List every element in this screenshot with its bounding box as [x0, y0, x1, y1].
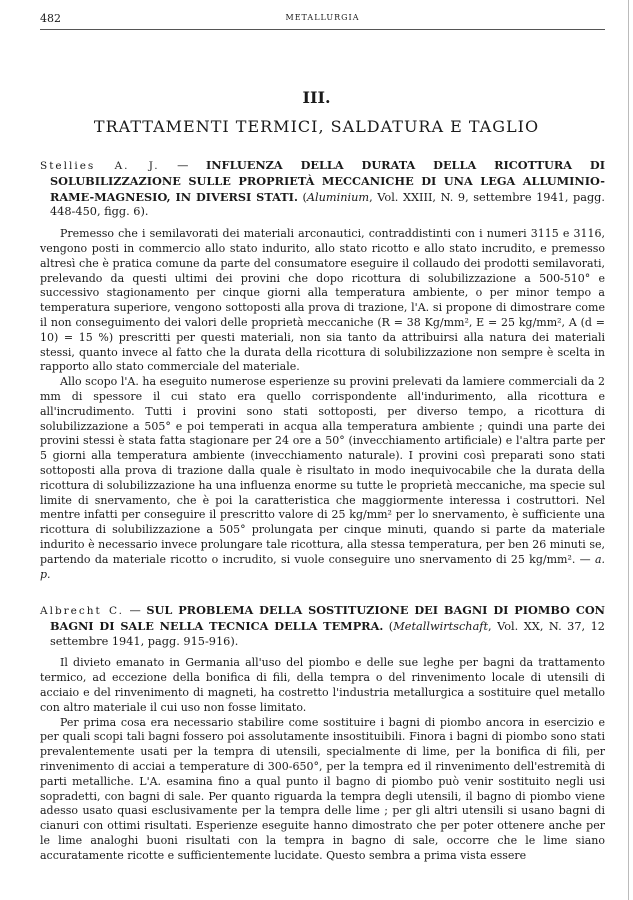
source-name: Metallwirtschaft	[393, 619, 489, 633]
source-name: Aluminium	[306, 190, 370, 204]
entry-title: SUL PROBLEMA DELLA SOSTITUZIONE DEI BAGNI DI PIOMBO CON BAGNI DI SALE NELLA TECNICA DELLA TEMPRA.	[50, 603, 606, 633]
journal-title: METALLURGIA	[285, 13, 360, 22]
entry-paragraph: Per prima cosa era necessario stabilire come sostituire i bagni di piombo ancora in esercizio e per quali scopi tali bagni fossero poi assolutamente insostituibili. Finora i bagni di piombo sono stati prevalentemente usati per la tempra di utensili, specialmente di lime, per la bonifica di fili, per rinvenimento di acciai a temperature di 300-650°, per la tempra ed il rinvenimento dell'estremità di parti metalliche. L'A. esamina fino a qual punto il bagno di piombo può venir sostituito negli usi sopradetti, con bagni di sale. Per quanto riguarda la tempra degli utensili, il bagno di piombo viene adesso usato quasi esclusivamente per la tempra delle lime ; per gli altri utensili si usano bagni di cianuri con ottimi risultati. Esperienze eseguite hanno dimostrato che per poter ottenere anche per le lime analoghi buoni risultati con la tempra in bagno di sale, occorre che le lime siano accuratamente ricotte e sufficientemente lucidate. Questo sembra a prima vista essere	[40, 715, 605, 862]
source-open: (	[383, 619, 394, 633]
entry-author: Stellies A. J.	[40, 160, 160, 172]
entry-heading	[40, 158, 605, 220]
entry-paragraph-final	[40, 375, 605, 582]
entry-separator: —	[159, 159, 206, 172]
entry-author: Albrecht C.	[40, 605, 125, 617]
source-details: , Vol. XXIII, N. 9, settembre 1941, pagg. 448-450, figg. 6).	[50, 190, 605, 219]
abstract-entry	[40, 603, 605, 864]
section-numeral: III.	[302, 88, 331, 107]
running-header	[40, 12, 605, 26]
entry-heading	[40, 603, 605, 649]
page-number: 482	[40, 12, 61, 25]
abstract-entry	[40, 158, 605, 582]
section-title: TRATTAMENTI TERMICI, SALDATURA E TAGLIO	[93, 117, 540, 136]
entry-paragraph-text: Allo scopo l'A. ha eseguito numerose esperienze su provini prelevati da lamiere commerciali da 2 mm di spessore il cui stato era quello corrispondente all'indurimento, alla ricottura e all'incrudimento. Tutti i provini sono stati sottoposti, per diverso tempo, a ricottura di solubilizzazione a 505° e poi temperati in acqua alla temperatura ambiente ; quindi una parte dei provini stessi è stata fatta stagionare per 24 ore a 50° (invecchiamento artificiale) e l'altra parte per 5 giorni alla temperatura ambiente (invecchiamento naturale). I provini così preparati sono stati sottoposti alla prova di trazione dalla quale è risultato in modo inequivocabile che la durata della ricottura di solubilizzazione ha una influenza enorme su tutte le proprietà meccaniche, ma specie sul limite di snervamento, che è poi la caratteristica che maggiormente interessa i costruttori. Nel mentre infatti per conseguire il prescritto valore di 25 kg/mm² per lo snervamento, è sufficiente una ricottura di solubilizzazione a 505° prolungata per cinque minuti, quando si parte da materiale indurito è necessario invece prolungare tale ricottura, alla stessa temperatura, per ben 26 minuti se, partendo da materiale ricotto o incrudito, si vuole conseguire uno snervamento di 25 kg/mm². —	[40, 375, 605, 566]
abstractor-signature: a. p.	[40, 552, 606, 581]
entry-title: INFLUENZA DELLA DURATA DELLA RICOTTURA DI SOLUBILIZZAZIONE SULLE PROPRIETÀ MECCANICHE DI UNA LEGA ALLUMINIO-RAME-MAGNESIO, IN DIVERSI STATI.	[50, 158, 605, 204]
source-details: , Vol. XX, N. 37, 12 settembre 1941, pagg. 915-916).	[50, 619, 605, 648]
header-rule	[40, 29, 605, 30]
source-open: (	[297, 190, 307, 204]
entry-paragraph: Il divieto emanato in Germania all'uso del piombo e delle sue leghe per bagni da trattamento termico, ad eccezione della bonifica di fili, della tempra o del rinvenimento locale di utensili di acciaio e del rinvenimento di magneti, ha costretto l'industria metallurgica a sostituire quel metallo con altro materiale il cui uso non fosse limitato.	[40, 656, 605, 714]
entry-separator: —	[124, 604, 147, 617]
entry-paragraph: Premesso che i semilavorati dei materiali arconautici, contraddistinti con i numeri 3115 e 3116, vengono posti in commercio allo stato indurito, allo stato ricotto e allo stato incrudito, e premesso altresì che è pratica comune da parte del consumatore eseguire il collaudo dei prodotti semilavorati, prelevando da questi ultimi dei provini che dopo ricottura di solubilizzazione a 500-510° e successivo stagionamento per cinque giorni alla temperatura ambiente, o per minor tempo a temperatura superiore, vengono sottoposti alla prova di trazione, l'A. si propone di dimostrare come il non conseguimento dei valori delle proprietà meccaniche (R = 38 Kg/mm², E = 25 kg/mm², A (d = 10) = 15 %) prescritti per questi materiali, non sia tanto da attribuirsi alla natura dei materiali stessi, quanto invece al fatto che la durata della ricottura di solubilizzazione non sempre è scelta in rapporto allo stato commerciale del materiale.	[40, 227, 605, 374]
